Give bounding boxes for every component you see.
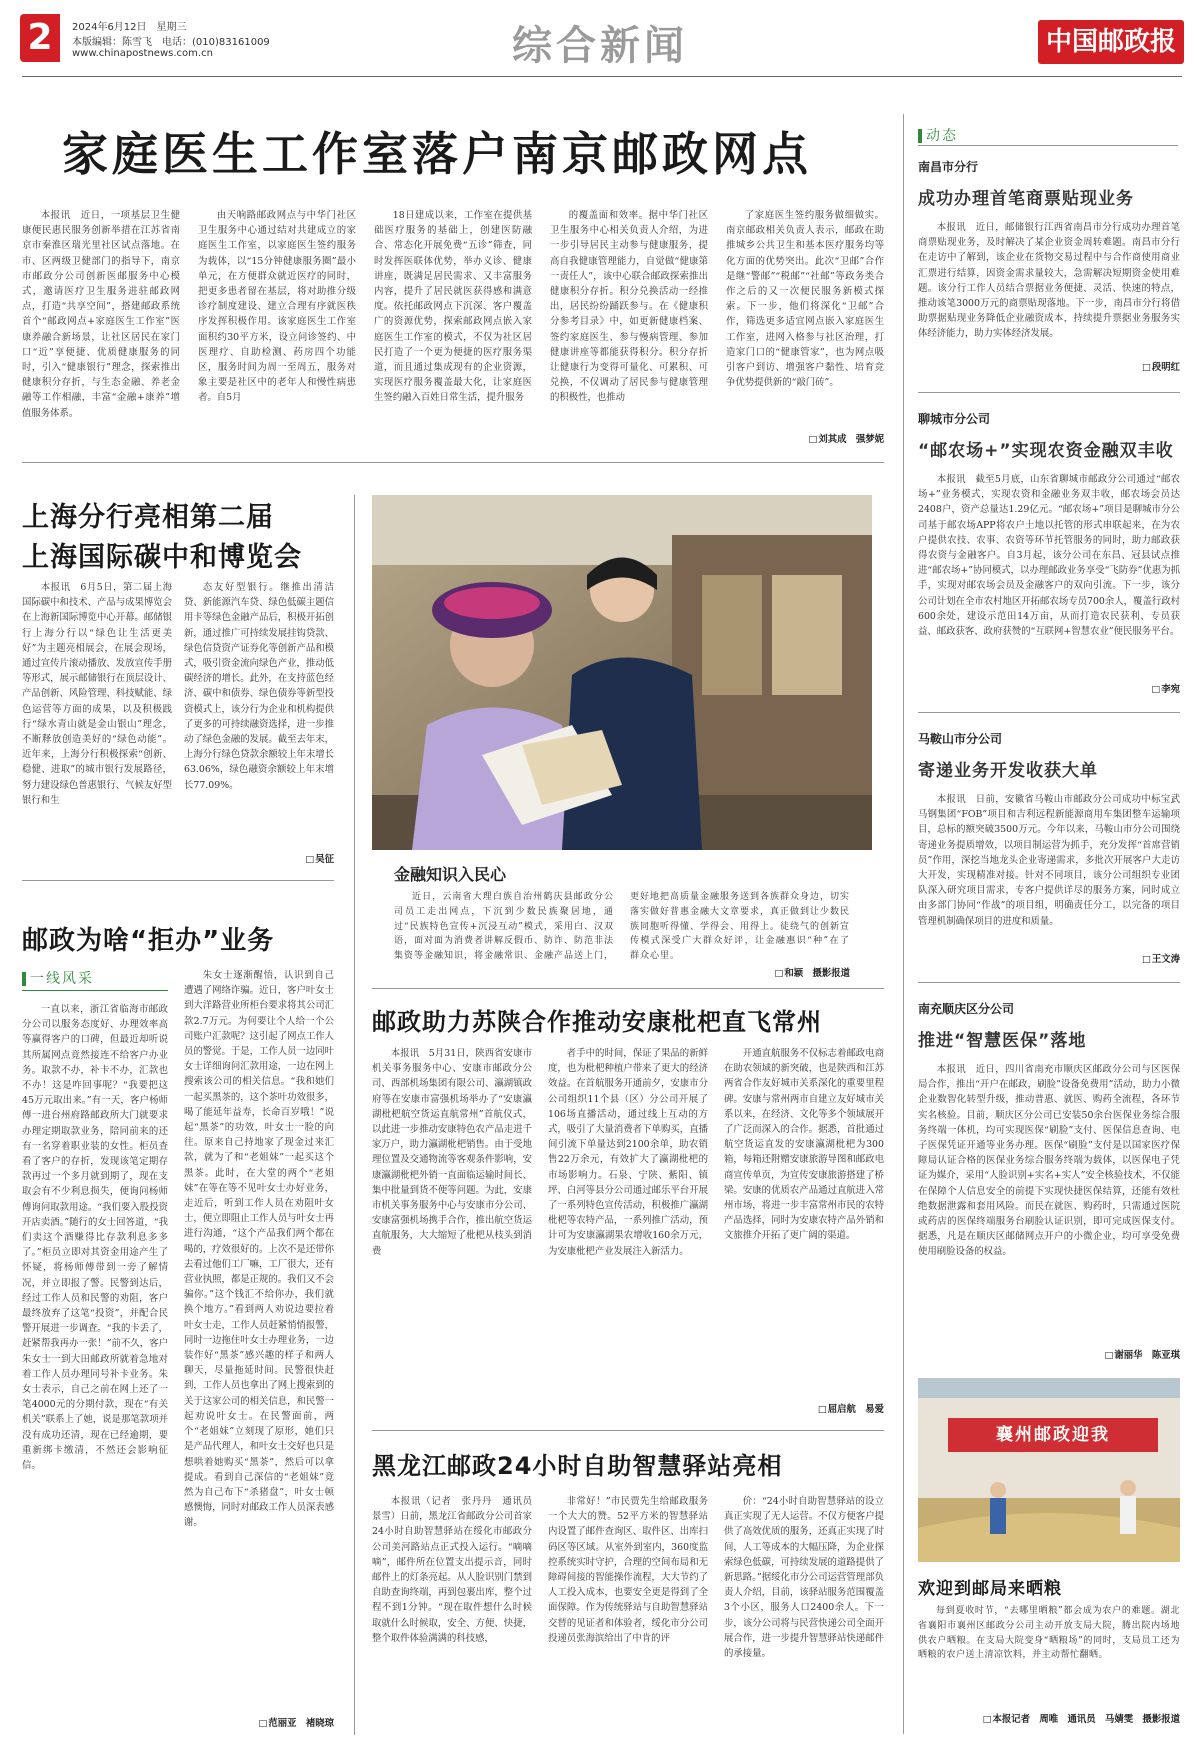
sidebar-item-1-branch: 南昌市分行 <box>918 160 979 174</box>
sidebar-item-1-headline: 成功办理首笔商票贴现业务 <box>918 189 1134 209</box>
loquat-headline: 邮政助力苏陕合作推动安康枇杷直飞常州 <box>372 1008 822 1036</box>
section-title: 综合新闻 <box>512 22 688 69</box>
sidebar-item-3-headline: 寄递业务开发收获大单 <box>918 761 1098 781</box>
hlj-col-2: 非常好！”市民贾先生给邮政服务一个大大的赞。52平方米的智慧驿站内设置了邮件查询区、取件区、出库扫码区等区域。从室外到室内，360度监控系统实时守护，合理的空间布局和无障碍间接的智能操作流程，大大节约了人工投入成本，也要安全更是得到了全面保障。作为传统驿站与自助智慧驿站交替的见证者和体验者，绥化市分公司投递员张海滨给出了中肯的评 <box>548 1496 708 1644</box>
sidebar-item-3-byline: □ 王文涛 <box>1030 952 1180 967</box>
lead-col-1: 本报讯 近日，一项基层卫生健康便民惠民服务创新举措在江苏省南京市秦淮区瑞光里社区试点落地。在市、区两级卫健部门的指导下，南京市邮政分公司创新医邮服务中心模式，邀请医疗卫生服务进驻邮政网点，打造“共享空间”，搭建邮政系统首个“邮政网点+家庭医生工作室”医康养融合新场景，让社区居民在家门口“近”享便捷、优质健康服务的同时，引入“健康银行”理念，探索推出健康积分存折，与生态金融、养老金融等工作相融，丰富“金融+康养”增值服务体系。 <box>22 210 180 419</box>
sidebar-item-4-headline: 推进“智慧医保”落地 <box>918 1031 1087 1051</box>
lead-byline: □ 刘其成 强梦妮 <box>726 432 884 447</box>
sidebar-tag <box>918 125 958 145</box>
sidebar-photo-banner-text: 襄州邮政迎我 <box>996 1425 1110 1445</box>
sidebar-photo-caption-title: 欢迎到邮局来晒粮 <box>918 1579 1062 1599</box>
left-col-divider <box>354 495 355 1735</box>
main-photo-image <box>372 495 872 850</box>
photo-caption-text: 近日，云南省大理白族自治州鹤庆县邮政分公司员工走出网点，下沉到少数民族聚居地，通过“民族特色宣传+沉浸互动”模式，采用白、汉双语，面对面为消费者讲解反假币、防诈、防范非法集资等金融知识，将金融常识、金融产品送上门，更好地把高质量金融服务送到各族群众身边，切实落实做好普惠金融大文章要求，真正做到让少数民族同胞听得懂、学得会、用得上。徒绕气的创新宣传模式深受广大群众好评，让金融惠识“种”在了群众心里。 <box>394 892 851 962</box>
shanghai-col-1: 本报讯 6月5日，第二届上海国际碳中和技术、产品与成果博览会在上海新国际博览中心开幕。邮储银行上海分行以“绿色让生活更美好”为主题亮相展会，在展会现场，通过宣传片滚动播放、发放宣传手册等形式，展示邮储银行在顶层设计、产品创新、风险管理、科技赋能、绿色运营等方面的成果，以及积极践行“绿水青山就是金山银山”理念，不断释放创造美好的“绿色动能”。近年来，上海分行积极探索“创新、稳健、进取”的城市银行发展路径，努力建设绿色普惠银行、气候友好型银行和生 <box>22 582 173 806</box>
shanghai-byline: □ 吴征 <box>184 852 334 867</box>
website: www.chinapostnews.com.cn <box>72 48 213 59</box>
shanghai-col-2: 态友好型银行。继推出清洁贷、新能源汽车贷、绿色低碳主题信用卡等绿色金融产品后，积极开拓创新，通过推广可持续发展挂钩贷款、绿色信贷资产证券化等创新产品和模式，吸引资金流向绿色产业，推动低碳经济的增长。此外，在支持蓝色经济、碳中和债券、绿色债券等新型投资模式上，该分行为企业和机构提供了更多的可持续融资选择，进一步推动了绿色金融的发展。截至去年末，上海分行绿色贷款余额较上年末增长63.06%，绿色融资余额较上年末增长77.09%。 <box>184 582 335 791</box>
date-line: 2024年6月12日 星期三 <box>72 22 187 33</box>
sidebar-photo <box>918 1378 1180 1562</box>
sidebar-item-1-byline: □ 段明红 <box>1030 360 1180 375</box>
refuse-byline: □ 范丽亚 褚晓琼 <box>184 1716 334 1731</box>
sidebar-rule-3 <box>918 982 1180 983</box>
loquat-col-1: 本报讯 5月31日，陕西省安康市机关事务服务中心、安康市邮政分公司、西部机场集团有限公司、瀛湖镇政府等在安康市富强机场举办了“安康瀛湖枇杷航空货运直航常州”首航仪式，以此进一步推动安康特色农产品走进千家万户，助力瀛湖枇杷销售。由于受地理位置及交通物流等客观条件影响，安康瀛湖枇杷外销一直面临运输时间长、集中批量到货不便等问题。为此，安康市机关事务服务中心与安康市分公司、安康富强机场携手合作，推出航空货运直航服务，大大缩短了枇杷从枝头到消费 <box>372 1048 532 1257</box>
sidebar-item-4-byline: □ 谢丽华 陈亚琪 <box>1010 1348 1180 1363</box>
sidebar-tag-rule <box>918 145 1178 146</box>
loquat-bottom-rule <box>372 1430 884 1431</box>
sidebar-tag-marker-icon <box>918 129 922 143</box>
sidebar-item-3-branch: 马鞍山市分公司 <box>918 732 1003 746</box>
photo-caption-title: 金融知识入民心 <box>394 865 507 884</box>
refuse-tag-label: 一线风采 <box>30 971 94 987</box>
sidebar-item-4-text: 本报讯 近日，四川省南充市顺庆区邮政分公司与区医保局合作，推出“开户在邮政，刷脸”设备免费用”活动，助力小微企业数智化转型升级，推动普惠、就医、购药全流程，各环节实名核验。目前，顺庆区分公司已安装50余台医保业务综合服务终端一体机，均可实现医保“刷脸”支付、医保信息查询、电子医保凭证开通等业务办理。医保“刷脸”支付是以国家医疗保障局认证合格的医保业务综合服务终端为载体，以医保电子凭证为媒介，采用“人脸识别+实名+实人”安全核验技术，不仅能在保障个人信息安全的前提下实现快捷医保结算，还能有效杜绝数据泄露和套用风险。而民在就医、购药时，只需通过医院或药店的医保终端服务台刷脸认证识别，即可完成医保支付。据悉，凡是在顺庆区邮储网点开户的小微企业，均可享受免费使用刷脸设备的权益。 <box>918 1064 1180 1258</box>
page-number: 2 <box>27 17 53 58</box>
shanghai-bottom-rule <box>22 880 334 881</box>
refuse-headline: 邮政为啥“拒办”业务 <box>22 926 275 956</box>
sidebar-rule-2 <box>918 712 1180 713</box>
sidebar-item-2-branch: 聊城市分公司 <box>918 412 991 426</box>
sidebar-photo-byline: □ 本报记者 周唯 通讯员 马婧雯 摄影报道 <box>918 1712 1180 1727</box>
hlj-col-3: 价：“24小时自助智慧驿站的设立真正实现了无人运营。不仅方便客户提供了高效优质的服务，还真正实现了时间，人工等成本的大幅压降，为企业探索绿色低碳，可持续发展的道路提供了新思路。”据绥化市分公司运营管理部负责人介绍，目前，该驿站服务范围覆盖3个小区，服务人口2400余人。下一步，该分公司将与民营快递公司全面开展合作，进一步提升智慧驿站快递邮件的承接量。 <box>724 1496 884 1660</box>
lead-headline: 家庭医生工作室落户南京邮政网点 <box>62 127 812 181</box>
lead-col-4: 的覆盖面和效率。据中华门社区卫生服务中心相关负责人介绍，为进一步引导居民主动参与健康服务，提高自我健康管理能力，自觉做“健康第一责任人”，该中心联合邮政探索推出健康积分存折。积分兑换活动一经推出，居民纷纷踊跃参与。在《健康积分参考目录》中，如更新健康档案、签约家庭医生、参与慢病管理、参加健康讲座等都能获得积分。积分存折让健康行为变得可量化、可累积、可兑换，不仅调动了居民参与健康管理的积极性，也推动 <box>550 210 708 404</box>
sidebar-tag-label: 动态 <box>926 128 958 144</box>
sidebar-item-3-text: 本报讯 日前，安徽省马鞍山市邮政分公司成功中标宝武马钢集团“FOB”项目和吉利远程新能源商用车集团整车运输项目，总标的额突破3500万元。今年以来，马鞍山市分公司围绕寄递业务提质增效，以项目制运营为抓手，充分发挥“首席营销员”作用，深挖当地龙头企业寄递需求，多批次开展客户大走访大开发，实现精准对接。针对不同项目，该分公司组织专业团队深入研究项目需求，专客户提供详尽的服务方案，同时成立由多部门协同“作战”的项目组，明确责任分工，以完备的项目管理机制确保项目的进度和质量。 <box>918 794 1180 927</box>
sidebar-item-4-branch: 南充顺庆区分公司 <box>918 1002 1015 1016</box>
loquat-byline: □ 屈启航 易爱 <box>724 1402 884 1417</box>
refuse-tag-rule <box>22 990 168 991</box>
refuse-tag <box>22 968 94 988</box>
photo-bottom-rule <box>372 988 884 989</box>
sidebar-item-2-byline: □ 李宛 <box>1030 682 1180 697</box>
logo-text: 中国邮政报 <box>1045 27 1176 57</box>
sidebar-rule-1 <box>918 392 1180 393</box>
sidebar-item-2-headline: “邮农场+”实现农资金融双丰收 <box>918 441 1174 461</box>
lead-col-2: 由天响路邮政网点与中华门社区卫生服务中心通过结对共建成立的家庭医生工作室，以家庭医生签约服务为载体，以“15分钟健康服务圈”最小单元，在方便群众就近医疗的同时，把更多患者留在基层，将对助推分级诊疗制度建设、建立合理有序就医秩序发挥积极作用。该家庭医生工作室面积约30平方米，设立问诊签约、中医理疗、自助检测、药房四个功能区，服务时间为周一至周五，服务对象主要是社区中的老年人和慢性病患者。自5月 <box>198 210 356 404</box>
hlj-headline: 黑龙江邮政24小时自助智慧驿站亮相 <box>372 1452 783 1480</box>
main-photo <box>372 495 872 850</box>
editor-line: 本版编辑：陈雪飞 电话：(010)83161009 <box>72 37 270 48</box>
sidebar-divider <box>903 114 904 1734</box>
shanghai-headline-2: 上海国际碳中和博览会 <box>22 542 302 573</box>
loquat-col-3: 开通直航服务不仅标志着邮政电商在助农领域的新突破，也是陕西和江苏两省合作友好城市关系深化的重要里程碑。安康与常州两市自建立友好城市关系以来，在经济、文化等多个领域展开了广泛而深入的合作。据悉，首批通过航空货运直发的安康瀛湖枇杷为300箱，每箱还附赠安康旅游导图和邮政电商宣传单页，为宣传安康旅游搭建了桥梁。安康的优质农产品通过直航进入常州市场，将进一步丰富常州市民的农特产品选择，同时为安康农特产品外销和文旅推介开拓了更广阔的渠道。 <box>724 1048 884 1242</box>
sidebar-photo-image <box>918 1378 1180 1562</box>
shanghai-headline-1: 上海分行亮相第二届 <box>22 502 274 533</box>
sidebar-item-2-text: 本报讯 截至5月底，山东省聊城市邮政分公司通过“邮农场+”业务模式，实现农资和金融业务双丰收，邮农场会员达2408户，资产总量达1.29亿元。“邮农场+”项目是聊城市分公司基于邮农场APP将农户土地以托管的形式串联起来，在为农户提供农技、农事、农资等环节托管服务的同时，助力邮政获得农资与金融客户。自3月起，该分公司在东昌、冠县试点推进“邮农场+”协同模式，以办理邮政业务享受“飞防券”优惠为抓手，实现对邮农场会员及金融客户的双向引流。下一步，该分公司计划在全市农村地区开拓邮农场专员700余人，覆盖行政村600余处，建设示范田14万亩，从而打造农民获利、专员获益、邮政获客、政府获赞的“互联网+智慧农业”便民服务平台。 <box>918 474 1180 638</box>
masthead-rule <box>22 76 1182 77</box>
loquat-col-2: 者手中的时间，保证了果品的新鲜度，也为枇杷种植户带来了更大的经济效益。在首航服务开通前夕，安康市分公司组织11个县（区）分公司开展了106场直播活动，通过线上互动的方式，吸引了大量消费者下单购买，直播间引流下单量达到2100余单，助农销售22万余元，有效扩大了瀛湖枇杷的市场影响力。石泉、宁陕、紫阳、镇坪、白河等县分公司通过邮乐平台开展了一系列特色宣传活动，积极推广瀛湖枇杷等农特产品，一系列推广活动，预计可为安康瀛湖果农增收160余万元，为安康枇杷产业发展注入新活力。 <box>548 1048 708 1257</box>
lead-bottom-rule <box>22 462 884 463</box>
refuse-col-2: 朱女士逐渐醒悟，认识到自己遭遇了网络诈骗。近日，客户叶女士到大洋路营业所柜台要求将其公司汇款2.7万元。为何要让个人给一个公司账户汇款呢？这引起了网点工作人员的警觉。于是，工作人员一边同叶女士详细询问汇款用途，一边在网上搜索该公司的相关信息。“我和她们一起买黑茶的，这个茶叶功效很多，喝了能延年益寿，长命百岁哦！”说起“黑茶”的功效，叶女士一脸的向往。原来自己持地家了现金过来汇款，就为了和“老姐妹”一起买这个黑茶。此时，在大堂的两个“老姐妹”在等在等不见叶女士办好业务，走近后，听到工作人员在劝阻叶女士，便立即阻止工作人员与叶女士再进行沟通，“这个产品我们两个都在喝的，疗效很好的。上次不是还带你去看过他们工厂嘛，工厂很大，还有营业执照，都是正规的。我们又不会骗你。”这个钱汇不给你办，我们就换个地方。”看到两人劝说边要拉着叶女士走，工作人员赶紧悄悄报警，同时一边拖住叶女士办理业务，一边装作好“黑茶”感兴趣的样子和两人聊天，尽量拖延时间。民警很快赶到，工作人员也拿出了网上搜索到的关于这家公司的相关信息，和民警一起劝说叶女士。在民警面前，两个“老姐妹”立刻现了原形，她们只是产品代理人，和叶女士交好也只是想哄着她购买“黑茶”，然后可以拿提成。看到自己深信的“老姐妹”竟然为自己布下“杀猪盘”，叶女士顿感懊悔，同时对邮政工作人员深表感谢。 <box>184 970 335 1529</box>
sidebar-photo-caption-text: 每到夏收时节，“去哪里晒粮”都会成为农户的难题。湖北省襄阳市襄州区邮政分公司主动开放支局大院，腾出院内场地供农户晒粮。在支局大院变身“晒粮场”的同时，支局员工还为晒粮的农户送上清凉饮料，并主动帮忙翻晒。 <box>918 1606 1180 1661</box>
tag-marker-icon <box>22 972 26 986</box>
photo-byline: □ 和颖 摄影报道 <box>700 966 850 981</box>
masthead <box>0 0 1200 80</box>
refuse-col-1: 一直以来，浙江省临海市邮政分公司以服务态度好、办理效率高等赢得客户的口碑，但最近却听说其所属网点竟然接连不给客户办业务。取款不办，补卡不办，汇款也不办！这是咋回事呢？“我要把这45万元取出来。”有一天，客户杨师傅一进台州府路邮政所大门就要求办理定期取款业务，陪同前来的还有一名穿着职业装的女性。柜员查看了客户的存折，发现该笔定期存款再过一个多月就到期了，现在支取会有不少利息损失，便询问杨师傅询问取款用途。“我们要入股投资开店卖酒。”随行的女士回答道，“我们卖这个酒赚得比存款利息多多了。”柜员立即对其资金用途产生了怀疑，将杨师傅带到一旁了解情况，并立即报了警。民警到达后，经过工作人员和民警的劝阻，客户最终放弃了这笔“投资”，并配合民警开展进一步调查。“我的卡丢了，赶紧帮我再办一张！”前不久，客户朱女士一到大田邮政所就着急地对着工作人员办理同号补卡业务。朱女士表示，自己之前在网上还了一笔4000元的分期付款，现在“有关机关”联系上了她，说是那笔款项并没有成功还清，现在已经逾期，要重新绑卡缴清，不然还会影响征信。 <box>22 1004 168 1472</box>
lead-col-5: 了家庭医生签约服务做细做实。南京邮政相关负责人表示，邮政在助推城乡公共卫生和基本医疗服务均等化方面的优势突出。此次“卫邮”合作是继“警邮”“税邮”“社邮”等政务类合作之后的又一次便民服务新模式探索。下一步，他们将深化“卫邮”合作，筛选更多适宜网点嵌入家庭医生工作室，进网入格参与社区治理，打造家门口的“健康管家”，也为网点吸引客户到访、增强客户黏性、培育竞争优势提供新的“敲门砖”。 <box>726 210 884 389</box>
sidebar-item-1-text: 本报讯 近日，邮储银行江西省南昌市分行成功办理首笔商票贴现业务，及时解决了某企业资金周转难题。南昌市分行在走访中了解到，该企业在货物交易过程中与合作商使用商业汇票进行结算，因资金需求量较大，急需解决短期资金使用难题。该分行工作人员结合票据业务便捷、灵活、快速的特点，推动该笔3000万元的商票贴现落地。下一步，南昌市分行将借助票据贴现业务降低企业融资成本，持续提升票据业务服务实体经济能力，助力实体经济发展。 <box>918 222 1180 340</box>
lead-col-3: 18日建成以来，工作室在提供基础医疗服务的基础上，创建医防融合、常态化开展免费“五诊”筛查，同时发挥医联体优势，举办义诊、健康讲座，既满足居民需求、又丰富服务内容，提升了居民就医获得感和满意度。依托邮政网点下沉深、客户覆盖广的资源优势，探索邮政网点嵌入家庭医生工作室的模式，不仅为社区居民打造了一个更为便捷的医疗服务渠道，而且通过集成现有的企业资源，实现医疗服务覆盖最大化，让家庭医生签约融入百姓日常生活，提升服务 <box>374 210 532 404</box>
hlj-col-1: 本报讯（记者 张丹丹 通讯员 景雪）日前，黑龙江省邮政分公司首家24小时自助智慧驿站在绥化市邮政分公司美河路站点正式投入运行。“嘀嘀嘀”，邮件所在位置支出提示音，同时邮件上的灯条亮起。从人脸识别门禁到自助查询终端，再到包裹出库，整个过程不到1分钟。“现在取件想什么时候取就什么时候取，安全、方便、快捷，整个取件体验满满的科技感， <box>372 1496 542 1644</box>
